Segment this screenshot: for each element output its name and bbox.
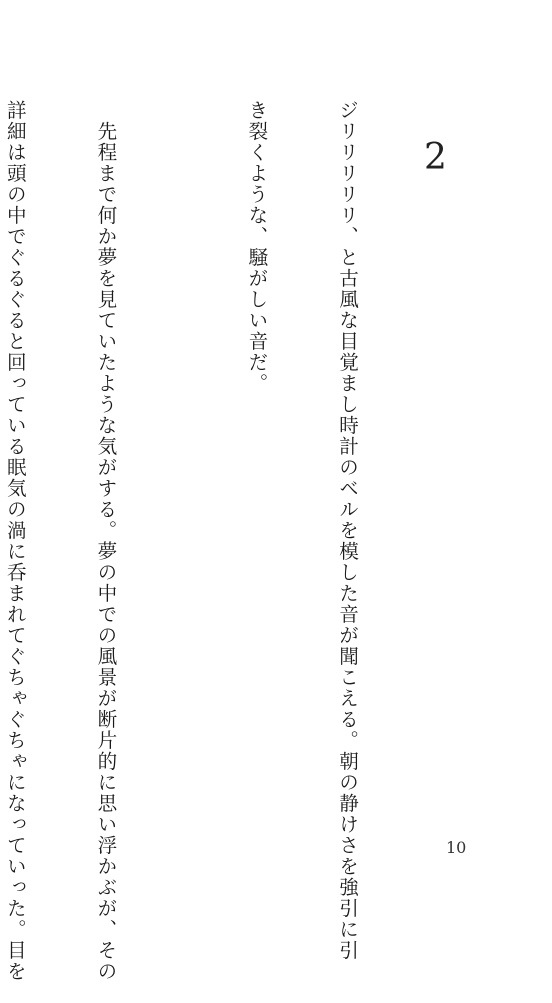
text-line: 詳細は頭の中でぐるぐると回っている眠気の渦に呑まれてぐちゃぐちゃになっていった。目を (3, 100, 27, 982)
text-line: ジリリリリリ、と古風な目覚まし時計のベルを模した音が聞こえる。朝の静けさを強引に引 (335, 100, 359, 961)
page-number: 10 (446, 838, 467, 857)
text-line: き裂くような、騒がしい音だ。 (244, 100, 268, 394)
chapter-number: 2 (424, 137, 447, 178)
body-text (0, 100, 422, 982)
text-line: 先程まで何か夢を見ていたような気がする。夢の中での風景が断片的に思い浮かぶが、その (93, 100, 117, 982)
